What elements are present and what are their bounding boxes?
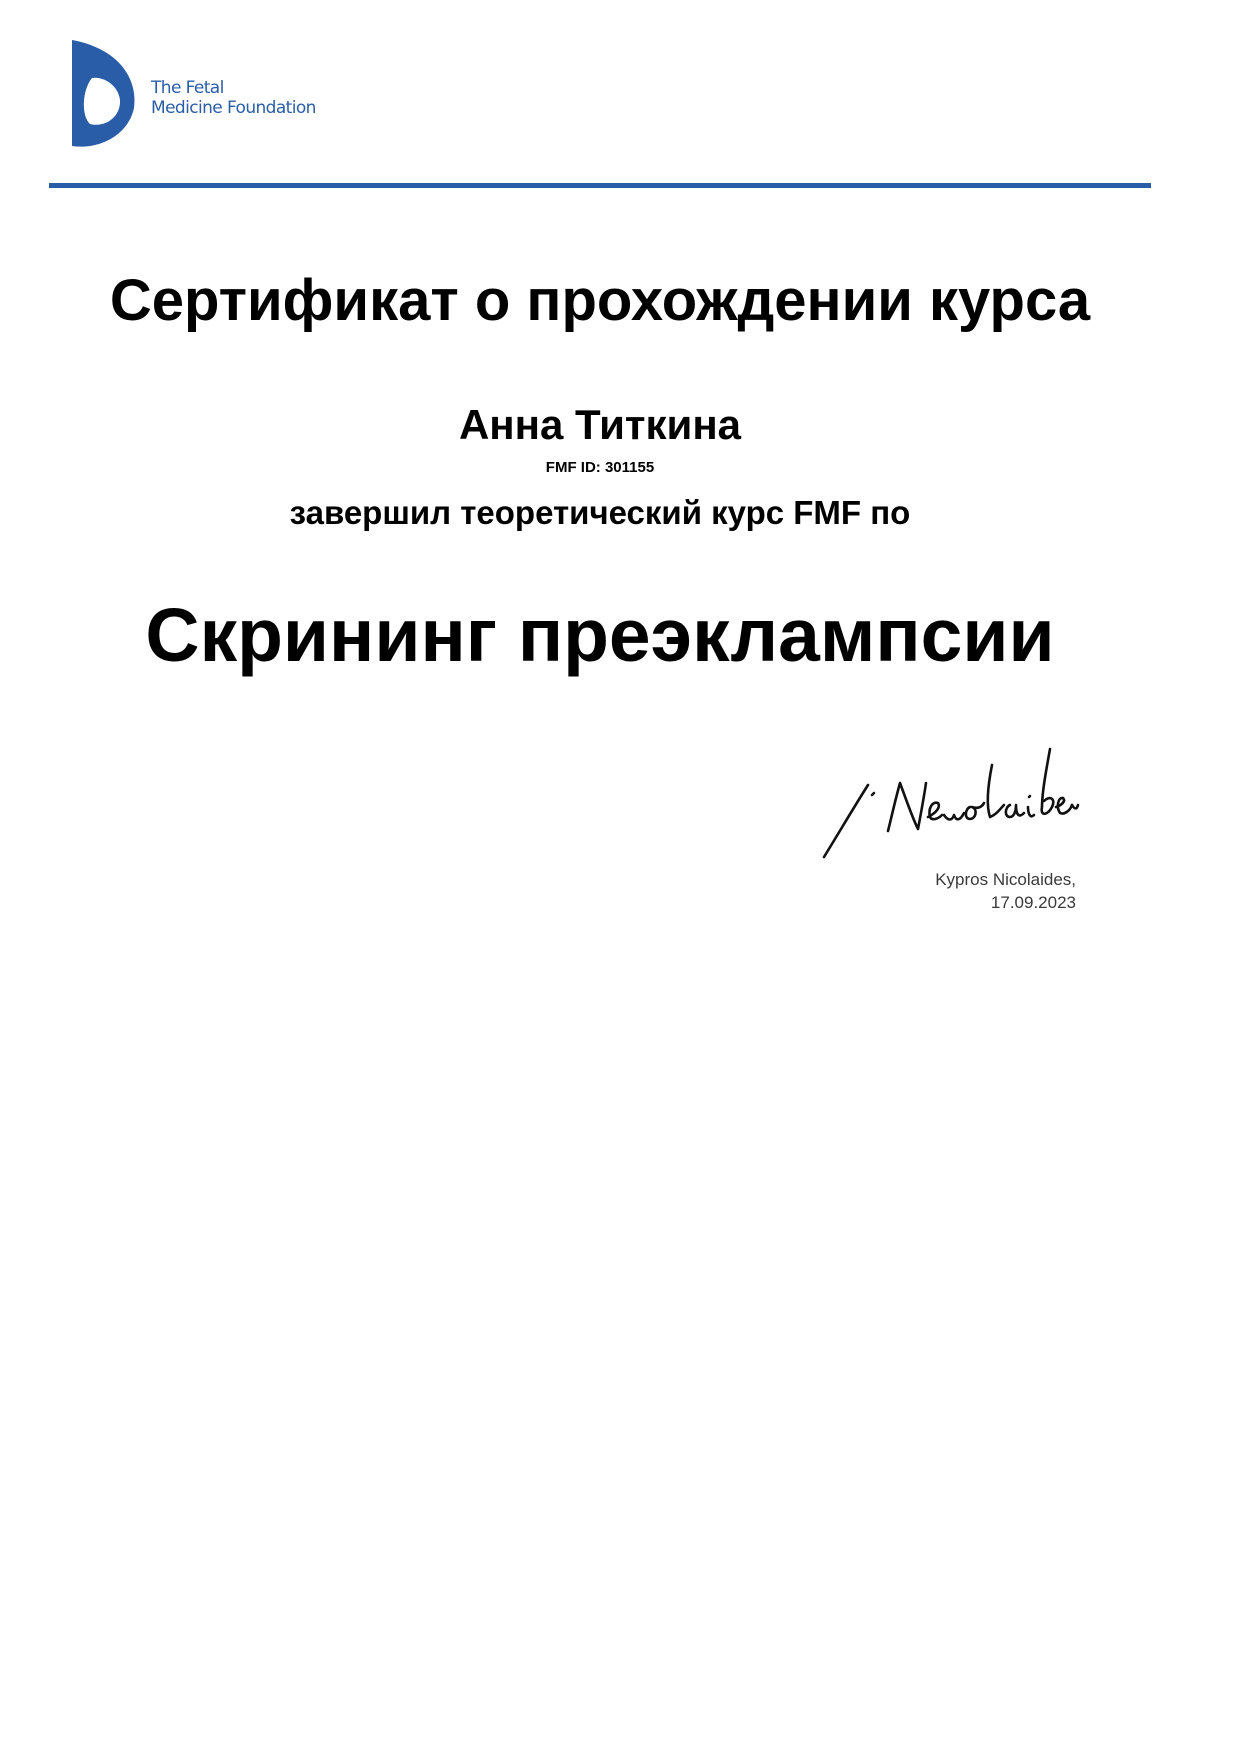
certificate-title: Сертификат о прохождении курса: [109, 268, 1091, 333]
fmf-logo-text: [151, 78, 316, 118]
signatory-block: [780, 868, 1076, 914]
fmf-id-value: 301155: [604, 459, 655, 476]
course-name: Скрининг преэклампсии: [145, 593, 1055, 677]
fmf-logo: [68, 38, 368, 153]
logo-line-1: The Fetal: [151, 78, 224, 98]
handwritten-signature: [820, 735, 1080, 860]
signatory-name: Kypros Nicolaides,: [935, 870, 1076, 889]
fmf-logo-mark-icon: [68, 38, 138, 150]
recipient-name: Анна Титкина: [458, 401, 742, 448]
logo-line-2: Medicine Foundation: [151, 98, 316, 118]
fmf-id-label: FMF ID:: [545, 459, 601, 476]
fmf-id: [0, 459, 1200, 477]
header-divider: [49, 183, 1151, 188]
signature-date: 17.09.2023: [990, 893, 1076, 912]
completion-statement: завершил теоретический курс FMF по: [289, 494, 911, 531]
